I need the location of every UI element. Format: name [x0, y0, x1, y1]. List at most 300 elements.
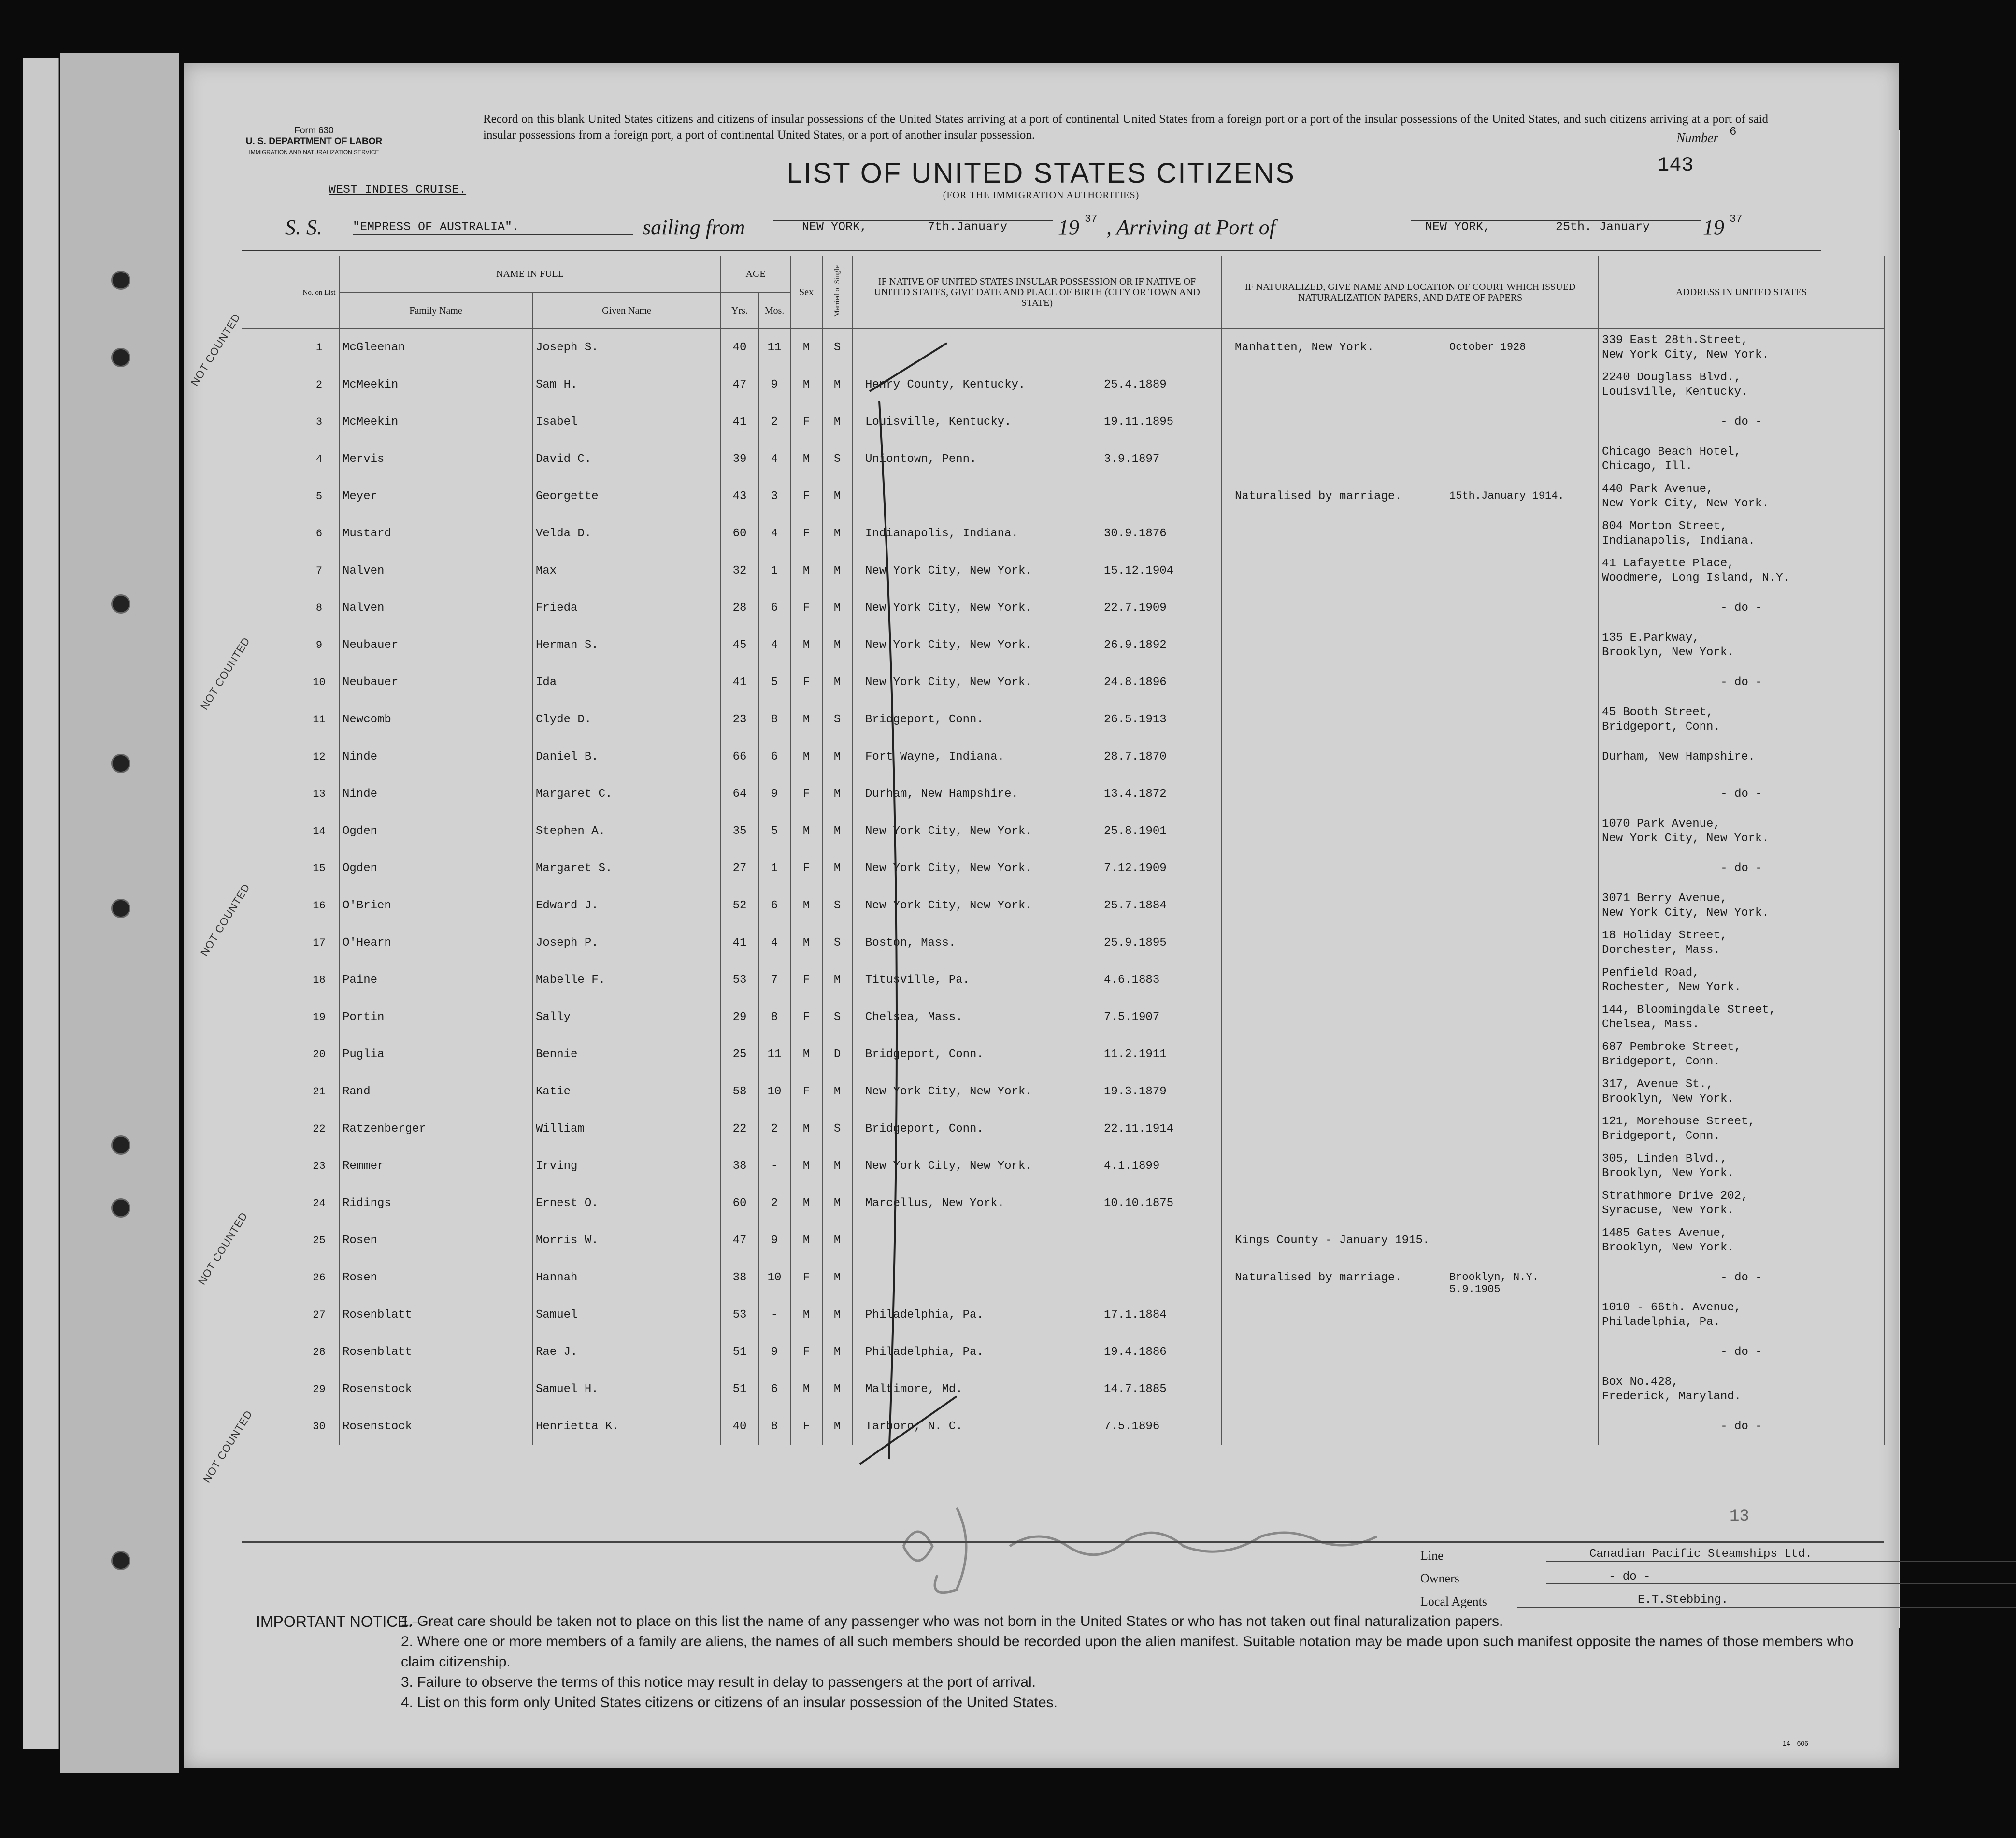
age-months: 9	[758, 366, 790, 403]
address-line: - do -	[1720, 787, 1762, 801]
form-identifier	[242, 126, 386, 158]
marital-status: M	[822, 1371, 852, 1408]
address	[1599, 1334, 1884, 1371]
birth-date: 22.7.1909	[1104, 602, 1167, 615]
age-years: 52	[721, 887, 758, 924]
sex: M	[790, 627, 822, 664]
naturalization-info	[1222, 515, 1599, 552]
marital-status: M	[822, 1073, 852, 1110]
given-name: Henrietta K.	[532, 1408, 721, 1445]
birth-date: 7.5.1896	[1104, 1420, 1160, 1433]
row-number: 20	[300, 1036, 339, 1073]
marital-status: M	[822, 813, 852, 850]
address-line: 339 East 28th.Street,	[1602, 333, 1748, 347]
col-sex: Sex	[790, 256, 822, 329]
owners-label: Owners	[1420, 1571, 1459, 1585]
birth-place: Bridgeport, Conn.	[865, 1048, 984, 1061]
punch-hole	[111, 754, 130, 773]
cruise-name: WEST INDIES CRUISE.	[329, 183, 467, 197]
given-name: Joseph P.	[532, 924, 721, 962]
row-number: 13	[300, 775, 339, 813]
address-line: Rochester, New York.	[1602, 980, 1742, 994]
birth-place: Boston, Mass.	[865, 936, 956, 949]
birth-date: 4.6.1883	[1104, 974, 1160, 987]
naturalization-court	[1225, 750, 1235, 763]
service-name: IMMIGRATION AND NATURALIZATION SERVICE	[249, 149, 379, 156]
given-name: Velda D.	[532, 515, 721, 552]
row-number: 28	[300, 1334, 339, 1371]
row-number: 17	[300, 924, 339, 962]
age-months: 9	[758, 775, 790, 813]
sex: M	[790, 924, 822, 962]
stamp-margin	[242, 775, 300, 813]
col-no-on-list: No. on List	[300, 256, 339, 329]
address	[1599, 403, 1884, 441]
manifest-sheet	[184, 63, 1899, 1768]
arriving-label: , Arriving at Port of	[1106, 215, 1275, 239]
sex: F	[790, 962, 822, 999]
naturalization-court	[1225, 899, 1235, 912]
stamp-margin	[242, 552, 300, 589]
sex: F	[790, 589, 822, 627]
birth-date: 30.9.1876	[1104, 527, 1167, 540]
naturalization-court	[1225, 862, 1235, 875]
sex: F	[790, 1408, 822, 1445]
address-line: - do -	[1720, 601, 1762, 615]
address-line: 144, Bloomingdale Street,	[1602, 1003, 1776, 1017]
address-line: 1485 Gates Avenue,	[1602, 1226, 1728, 1240]
given-name: Katie	[532, 1073, 721, 1110]
owners-value-text: - do -	[1609, 1570, 1651, 1583]
row-number: 26	[300, 1259, 339, 1296]
address	[1599, 1185, 1884, 1222]
address-line: - do -	[1720, 675, 1762, 689]
age-months: 9	[758, 1334, 790, 1371]
address-line: Bridgeport, Conn.	[1602, 720, 1720, 733]
agents-value	[1517, 1594, 2016, 1608]
naturalization-info	[1222, 1296, 1599, 1334]
sex: F	[790, 1259, 822, 1296]
age-years: 23	[721, 701, 758, 738]
naturalization-court	[1225, 639, 1235, 652]
naturalization-court	[1225, 1346, 1235, 1359]
birth-place: Fort Wayne, Indiana.	[865, 750, 1005, 763]
naturalization-info	[1222, 887, 1599, 924]
address-line: 135 E.Parkway,	[1602, 631, 1700, 645]
naturalization-court	[1225, 825, 1235, 838]
not-counted-stamp: NOT COUNTED	[198, 635, 253, 712]
naturalization-court	[1225, 1308, 1235, 1321]
birth-date: 3.9.1897	[1104, 453, 1160, 466]
address-line: Brooklyn, New York.	[1602, 646, 1734, 659]
family-name: Nalven	[339, 589, 532, 627]
address	[1599, 887, 1884, 924]
birth-date: 19.4.1886	[1104, 1346, 1167, 1359]
stamp-margin	[242, 887, 300, 924]
marital-status: M	[822, 664, 852, 701]
naturalization-info	[1222, 1371, 1599, 1408]
marital-status: S	[822, 1110, 852, 1148]
address	[1599, 999, 1884, 1036]
row-number: 16	[300, 887, 339, 924]
age-years: 47	[721, 1222, 758, 1259]
address-line: 18 Holiday Street,	[1602, 929, 1728, 942]
marital-status: S	[822, 329, 852, 366]
family-name: McMeekin	[339, 403, 532, 441]
row-number: 30	[300, 1408, 339, 1445]
address	[1599, 366, 1884, 403]
naturalization-info	[1222, 1073, 1599, 1110]
birth-date: 19.11.1895	[1104, 416, 1174, 429]
row-number: 18	[300, 962, 339, 999]
col-name-in-full: NAME IN FULL	[339, 256, 721, 292]
age-years: 38	[721, 1148, 758, 1185]
address	[1599, 329, 1884, 366]
stamp-margin	[242, 1148, 300, 1185]
stamp-margin	[242, 999, 300, 1036]
address	[1599, 552, 1884, 589]
birth-date: 25.7.1884	[1104, 899, 1167, 912]
naturalization-info	[1222, 478, 1599, 515]
punch-hole	[111, 594, 130, 614]
naturalization-info	[1222, 701, 1599, 738]
age-months: -	[758, 1148, 790, 1185]
given-name: Irving	[532, 1148, 721, 1185]
birth-place: New York City, New York.	[865, 676, 1032, 689]
age-years: 29	[721, 999, 758, 1036]
address	[1599, 775, 1884, 813]
check-marks	[850, 333, 1092, 1493]
page-title: LIST OF UNITED STATES CITIZENS	[786, 158, 1296, 189]
stamp-margin	[242, 589, 300, 627]
birth-date: 7.5.1907	[1104, 1011, 1160, 1024]
birth-date: 24.8.1896	[1104, 676, 1167, 689]
notice-item: 4. List on this form only United States citizens or citizens of an insular possession of the United States.	[401, 1694, 1058, 1710]
address	[1599, 701, 1884, 738]
row-number: 7	[300, 552, 339, 589]
punch-hole	[111, 271, 130, 290]
age-months: 4	[758, 515, 790, 552]
row-number: 19	[300, 999, 339, 1036]
address-line: 804 Morton Street,	[1602, 519, 1728, 533]
marital-status: S	[822, 924, 852, 962]
pencil-stroke	[903, 1508, 1377, 1593]
line-value	[1546, 1548, 2016, 1562]
col-mos: Mos.	[758, 292, 790, 329]
stamp-margin	[242, 478, 300, 515]
given-name: Frieda	[532, 589, 721, 627]
stamp-margin	[242, 1222, 300, 1259]
address-line: - do -	[1720, 1271, 1762, 1284]
address-line: Penfield Road,	[1602, 966, 1700, 979]
age-months: 4	[758, 441, 790, 478]
row-number: 14	[300, 813, 339, 850]
family-name: Ridings	[339, 1185, 532, 1222]
marital-status: M	[822, 850, 852, 887]
sex: M	[790, 1371, 822, 1408]
sex: M	[790, 1296, 822, 1334]
age-months: 5	[758, 813, 790, 850]
row-number: 9	[300, 627, 339, 664]
form-number: Form 630	[294, 126, 334, 136]
marital-status: M	[822, 366, 852, 403]
age-months: 5	[758, 664, 790, 701]
family-name: McGleenan	[339, 329, 532, 366]
address-line: Philadelphia, Pa.	[1602, 1315, 1720, 1329]
address-line: 2240 Douglass Blvd.,	[1602, 371, 1742, 384]
stamp-margin	[242, 515, 300, 552]
row-number: 12	[300, 738, 339, 775]
owners-value	[1546, 1570, 2016, 1584]
marital-status: S	[822, 701, 852, 738]
naturalization-court	[1225, 564, 1235, 577]
naturalization-court	[1225, 1122, 1235, 1135]
age-months: 8	[758, 999, 790, 1036]
row-number: 15	[300, 850, 339, 887]
age-months: 11	[758, 1036, 790, 1073]
naturalization-info	[1222, 1148, 1599, 1185]
birth-place: New York City, New York.	[865, 1160, 1032, 1173]
family-name: Ogden	[339, 813, 532, 850]
family-name: O'Hearn	[339, 924, 532, 962]
family-name: Paine	[339, 962, 532, 999]
family-name: McMeekin	[339, 366, 532, 403]
address-line: Chicago, Ill.	[1602, 460, 1693, 473]
given-name: Samuel H.	[532, 1371, 721, 1408]
naturalization-info	[1222, 738, 1599, 775]
agents-label: Local Agents	[1420, 1594, 1487, 1608]
sex: M	[790, 701, 822, 738]
family-name: Rosenstock	[339, 1408, 532, 1445]
department-name: U. S. DEPARTMENT OF LABOR	[245, 136, 383, 146]
sex: F	[790, 515, 822, 552]
row-number: 23	[300, 1148, 339, 1185]
naturalization-info	[1222, 589, 1599, 627]
family-name: Neubauer	[339, 627, 532, 664]
address-line: New York City, New York.	[1602, 497, 1769, 510]
address	[1599, 1073, 1884, 1110]
stamp-margin	[242, 329, 300, 366]
birth-place: Bridgeport, Conn.	[865, 713, 984, 726]
age-years: 40	[721, 329, 758, 366]
family-name: O'Brien	[339, 887, 532, 924]
address-line: Frederick, Maryland.	[1602, 1390, 1742, 1403]
naturalization-info	[1222, 775, 1599, 813]
age-years: 53	[721, 962, 758, 999]
age-years: 39	[721, 441, 758, 478]
given-name: Margaret S.	[532, 850, 721, 887]
page-subtitle: (FOR THE IMMIGRATION AUTHORITIES)	[943, 190, 1140, 201]
address-line: 687 Pembroke Street,	[1602, 1040, 1742, 1054]
age-months: 9	[758, 1222, 790, 1259]
age-months: 2	[758, 1185, 790, 1222]
row-number: 25	[300, 1222, 339, 1259]
col-yrs: Yrs.	[721, 292, 758, 329]
address-line: New York City, New York.	[1602, 906, 1769, 919]
stamp-margin	[242, 1334, 300, 1371]
naturalization-court	[1225, 1197, 1235, 1210]
address-line: Dorchester, Mass.	[1602, 943, 1720, 957]
birth-date: 10.10.1875	[1104, 1197, 1174, 1210]
address	[1599, 441, 1884, 478]
birth-place: New York City, New York.	[865, 602, 1032, 615]
given-name: Bennie	[532, 1036, 721, 1073]
naturalization-court	[1225, 1420, 1235, 1433]
age-years: 60	[721, 1185, 758, 1222]
stamp-margin	[242, 850, 300, 887]
birth-date: 15.12.1904	[1104, 564, 1174, 577]
naturalization-court	[1225, 788, 1235, 801]
naturalization-info	[1222, 850, 1599, 887]
naturalization-info	[1222, 1259, 1599, 1296]
naturalization-court	[1225, 453, 1235, 466]
col-married-single: Married or Single	[822, 256, 852, 329]
family-name: Portin	[339, 999, 532, 1036]
given-name: Georgette	[532, 478, 721, 515]
given-name: David C.	[532, 441, 721, 478]
given-name: Max	[532, 552, 721, 589]
age-years: 41	[721, 924, 758, 962]
naturalization-court: Manhatten, New York.	[1235, 341, 1374, 354]
punch-holes	[111, 0, 140, 1836]
given-name: Ida	[532, 664, 721, 701]
naturalization-info	[1222, 1334, 1599, 1371]
stamp-margin	[242, 924, 300, 962]
naturalization-info	[1222, 1222, 1599, 1259]
not-counted-stamp: NOT COUNTED	[200, 1408, 255, 1485]
naturalization-date: October 1928	[1449, 341, 1526, 353]
family-name: Mervis	[339, 441, 532, 478]
sex: M	[790, 1185, 822, 1222]
age-years: 66	[721, 738, 758, 775]
address-line: Louisville, Kentucky.	[1602, 385, 1748, 399]
address-line: 3071 Berry Avenue,	[1602, 891, 1728, 905]
sailing-from-port	[773, 220, 1053, 234]
address-line: Box No.428,	[1602, 1375, 1679, 1389]
birth-place: Louisville, Kentucky.	[865, 416, 1012, 429]
not-counted-stamp: NOT COUNTED	[196, 1210, 250, 1287]
address-line: Chelsea, Mass.	[1602, 1018, 1700, 1031]
birth-date: 25.9.1895	[1104, 936, 1167, 949]
naturalization-court	[1225, 713, 1235, 726]
age-months: 6	[758, 1371, 790, 1408]
marital-status: M	[822, 738, 852, 775]
sex: M	[790, 887, 822, 924]
address-line: New York City, New York.	[1602, 348, 1769, 361]
stamp-margin	[242, 441, 300, 478]
marital-status: M	[822, 478, 852, 515]
age-months: 10	[758, 1259, 790, 1296]
age-months: 11	[758, 329, 790, 366]
marital-status: M	[822, 1148, 852, 1185]
arriving-date: 25th. January	[1556, 220, 1650, 234]
not-counted-stamp: NOT COUNTED	[198, 881, 253, 959]
birth-date: 4.1.1899	[1104, 1160, 1160, 1173]
age-years: 40	[721, 1408, 758, 1445]
family-name: Nalven	[339, 552, 532, 589]
naturalization-info	[1222, 441, 1599, 478]
naturalization-court: Naturalised by marriage.	[1235, 490, 1402, 503]
given-name: Mabelle F.	[532, 962, 721, 999]
notice-item: 2. Where one or more members of a family are aliens, the names of all such members should be recorded upon the alien manifest. Suitable notation may be made upon such manifest opposite the names of those members who claim citizenship.	[401, 1634, 1854, 1670]
address-line: Woodmere, Long Island, N.Y.	[1602, 571, 1790, 585]
age-months: 7	[758, 962, 790, 999]
stamp-margin	[242, 701, 300, 738]
birth-place: New York City, New York.	[865, 639, 1032, 652]
naturalization-court	[1225, 1160, 1235, 1173]
naturalization-court: Naturalised by marriage.	[1235, 1271, 1402, 1284]
family-name: Ogden	[339, 850, 532, 887]
address-line: Syracuse, New York.	[1602, 1204, 1734, 1217]
sex: M	[790, 738, 822, 775]
naturalization-court	[1225, 527, 1235, 540]
sex: M	[790, 1222, 822, 1259]
sex: F	[790, 403, 822, 441]
number-value: 6	[1730, 126, 1737, 139]
age-months: 4	[758, 627, 790, 664]
address-line: 1070 Park Avenue,	[1602, 817, 1720, 831]
given-name: William	[532, 1110, 721, 1148]
address-line: 121, Morehouse Street,	[1602, 1115, 1755, 1128]
birth-place: New York City, New York.	[865, 564, 1032, 577]
row-number: 24	[300, 1185, 339, 1222]
sex: F	[790, 1073, 822, 1110]
row-number: 4	[300, 441, 339, 478]
address-line: 317, Avenue St.,	[1602, 1077, 1714, 1091]
address	[1599, 1036, 1884, 1073]
address-line: Bridgeport, Conn.	[1602, 1055, 1720, 1068]
row-number: 3	[300, 403, 339, 441]
age-years: 43	[721, 478, 758, 515]
birth-place: Durham, New Hampshire.	[865, 788, 1018, 801]
address-line: 41 Lafayette Place,	[1602, 557, 1734, 570]
given-name: Isabel	[532, 403, 721, 441]
family-name: Newcomb	[339, 701, 532, 738]
address	[1599, 478, 1884, 515]
naturalization-info	[1222, 962, 1599, 999]
given-name: Rae J.	[532, 1334, 721, 1371]
sex: M	[790, 329, 822, 366]
stamp-margin	[242, 403, 300, 441]
naturalization-date: Brooklyn, N.Y. 5.9.1905	[1449, 1271, 1539, 1295]
naturalization-court	[1225, 1383, 1235, 1396]
row-number: 5	[300, 478, 339, 515]
age-years: 45	[721, 627, 758, 664]
given-name: Edward J.	[532, 887, 721, 924]
address	[1599, 1110, 1884, 1148]
address	[1599, 627, 1884, 664]
arriving-year-suffix: 37	[1730, 213, 1743, 225]
family-name: Ninde	[339, 775, 532, 813]
family-name: Rosen	[339, 1259, 532, 1296]
record-instructions: Record on this blank United States citizens and citizens of insular possessions of the United States arriving at a port of continental United States from a foreign port or a port of the insular possessions of the United States, and such citizens arriving at a port of said insular possessions from a foreign port, a port of continental United States, or a port of another insular possession.	[483, 113, 1768, 142]
sex: F	[790, 478, 822, 515]
row-number: 22	[300, 1110, 339, 1148]
age-years: 28	[721, 589, 758, 627]
sex: M	[790, 441, 822, 478]
pencil-annotation	[884, 1488, 1512, 1599]
table-top-rule	[242, 249, 1821, 251]
address-line: Indianapolis, Indiana.	[1602, 534, 1755, 547]
naturalization-court	[1225, 974, 1235, 987]
age-years: 25	[721, 1036, 758, 1073]
given-name: Clyde D.	[532, 701, 721, 738]
stamp-margin	[242, 1296, 300, 1334]
table-bottom-rule	[242, 1541, 1884, 1543]
sex: F	[790, 775, 822, 813]
address-line: Brooklyn, New York.	[1602, 1166, 1734, 1180]
stamp-margin	[242, 813, 300, 850]
